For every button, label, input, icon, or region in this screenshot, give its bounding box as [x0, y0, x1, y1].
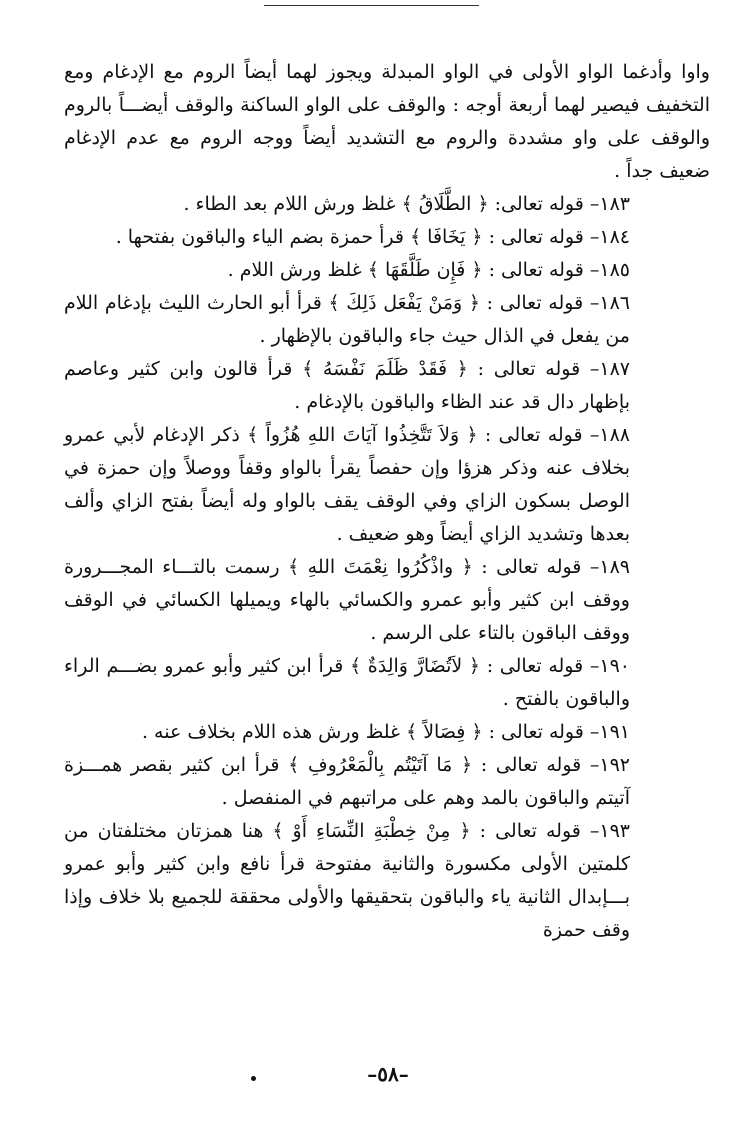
- paragraph-text: – قوله تعالى : ﴿ فِصَالاً ﴾ غلظ ورش هذه اللام بخلاف عنه .: [141, 721, 600, 743]
- paragraph-text: – قوله تعالى : ﴿ يَخَافَا ﴾ قرأ حمزة بضم الياء والباقون بفتحها .: [115, 226, 600, 248]
- paragraph-intro: [64, 56, 710, 188]
- paragraph-191: [64, 716, 710, 749]
- paragraph-text: – قوله تعالى : ﴿ مِنْ خِطْبَةِ النِّسَاءِ أَوْ ﴾ هنا همزتان مختلفتان من كلمتين الأولى مكسورة والثانية مفتوحة قرأ نافع وابن كثير وأبو عمرو بـــإبدال الثانية ياء والباقون بتحقيقها والأولى محققة للجميع بلا خلاف وإذا وقف حمزة: [64, 820, 630, 941]
- paragraph-text: – قوله تعالى : ﴿ مَا آتَيْتُم بِالْمَعْرُوفِ ﴾ قرأ ابن كثير بقصر همـــزة آتيتم والباقون بالمد وهم على مراتبهم في المنفصل .: [64, 754, 630, 809]
- paragraph-189: [64, 551, 710, 650]
- top-rule: [264, 5, 479, 6]
- paragraph-185: [64, 254, 710, 287]
- item-number: ١٩٣: [599, 820, 630, 842]
- paragraph-193: [64, 815, 710, 947]
- paragraph-187: [64, 353, 710, 419]
- paragraph-190: [64, 650, 710, 716]
- item-number: ١٨٣: [599, 193, 630, 215]
- item-number: ١٨٧: [599, 358, 630, 380]
- page-footer: [0, 1062, 754, 1092]
- item-number: ١٨٥: [599, 259, 630, 281]
- paragraph-text: – قوله تعالى: ﴿ الطَّلَاقُ ﴾ غلظ ورش اللام بعد الطاء .: [183, 193, 600, 215]
- item-number: ١٩٠: [599, 655, 630, 677]
- paragraph-text: واوا وأدغما الواو الأولى في الواو المبدلة ويجوز لهما أيضاً الروم مع الإدغام ومع التخفيف فيصير لهما أربعة أوجه : والوقف على الواو الساكنة والوقف أيضـــاً بالروم والوقف على واو مشددة والروم مع التشديد أيضاً ووجه الروم مع عدم الإدغام ضعيف جداً .: [64, 61, 710, 182]
- paragraph-186: [64, 287, 710, 353]
- paragraph-183: [64, 188, 710, 221]
- paragraph-text: – قوله تعالى : ﴿ واذْكُرُوا نِعْمَتَ اللهِ ﴾ رسمت بالتـــاء المجـــرورة ووقف ابن كثير وأبو عمرو والكسائي بالهاء ويميلها الكسائي في الوقف ووقف الباقون بالتاء على الرسم .: [64, 556, 630, 644]
- bullet-dot-icon: [251, 1076, 256, 1081]
- page-number: –٥٨–: [367, 1062, 409, 1086]
- paragraph-text: – قوله تعالى : ﴿ وَمَنْ يَفْعَل ذَلِكَ ﴾ قرأ أبو الحارث الليث بإدغام اللام من يفعل في الذال حيث جاء والباقون بالإظهار .: [64, 292, 630, 347]
- paragraph-text: – قوله تعالى : ﴿ وَلاَ تَتَّخِذُوا آيَاتَ اللهِ هُزُواً ﴾ ذكر الإدغام لأبي عمرو بخلاف عنه وذكر هزؤا وإن حفصاً يقرأ بالواو وقفاً ووصلاً وإن حمزة في الوصل بسكون الزاي وفي الوقف يقف بالواو وله أيضاً بفتح الزاي وألف بعدها وتشديد الزاي أيضاً وهو ضعيف .: [64, 424, 630, 545]
- paragraph-184: [64, 221, 710, 254]
- paragraph-text: – قوله تعالى : ﴿ فَإِن طَلَّقَهَا ﴾ غلظ ورش اللام .: [227, 259, 600, 281]
- page-body: [64, 56, 710, 947]
- item-number: ١٨٨: [599, 424, 630, 446]
- paragraph-192: [64, 749, 710, 815]
- paragraph-text: – قوله تعالى : ﴿ لاَتُضَارَّ وَالِدَةٌ ﴾ قرأ ابن كثير وأبو عمرو بضـــم الراء والباقون بالفتح .: [64, 655, 630, 710]
- paragraph-188: [64, 419, 710, 551]
- item-number: ١٨٦: [599, 292, 630, 314]
- item-number: ١٨٤: [599, 226, 630, 248]
- item-number: ١٩١: [599, 721, 630, 743]
- paragraph-text: – قوله تعالى : ﴿ فَقَدْ ظَلَمَ نَفْسَهُ ﴾ قرأ قالون وابن كثير وعاصم بإظهار دال قد عند الظاء والباقون بالإدغام .: [64, 358, 630, 413]
- item-number: ١٨٩: [599, 556, 630, 578]
- item-number: ١٩٢: [599, 754, 630, 776]
